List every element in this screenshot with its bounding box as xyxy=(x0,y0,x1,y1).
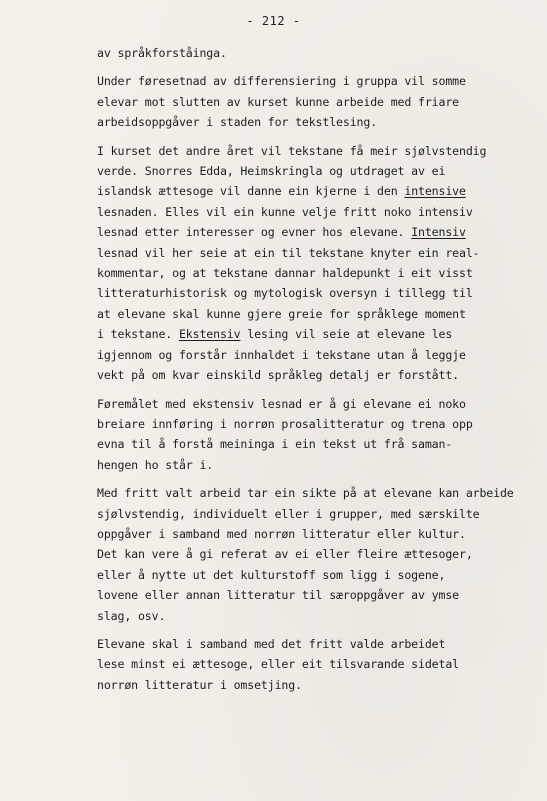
text-line xyxy=(97,324,542,344)
text-segment: lovene eller annan litteratur til særoppgåver av ymse xyxy=(97,588,459,603)
paragraph xyxy=(97,141,542,386)
text-line xyxy=(97,43,542,63)
underlined-term: Intensiv xyxy=(411,225,466,240)
text-line xyxy=(97,606,542,626)
text-segment: lesing vil seie at elevane les xyxy=(240,327,453,342)
text-segment: av språkforståinga. xyxy=(97,46,227,60)
text-segment: lesnad etter interesser og evner hos elevane. xyxy=(97,225,412,240)
text-line xyxy=(97,585,542,605)
text-segment: elevar mot slutten av kurset kunne arbeide med friare xyxy=(97,94,459,109)
text-line xyxy=(97,634,542,654)
text-line xyxy=(97,181,542,201)
paragraph xyxy=(97,394,542,476)
text-line xyxy=(97,283,542,303)
text-line xyxy=(97,71,542,91)
text-segment: oppgåver i samband med norrøn litteratur eller kultur. xyxy=(97,526,466,541)
text-segment: hengen ho står i. xyxy=(97,457,214,472)
text-segment: norrøn litteratur i omsetjing. xyxy=(97,677,302,692)
text-segment: slag, osv. xyxy=(97,608,166,623)
text-line xyxy=(97,434,542,454)
text-segment: at elevane skal kunne gjere greie for språklege moment xyxy=(97,306,466,321)
text-segment: lesnad vil her seie at ein til tekstane knyter ein real- xyxy=(97,245,480,260)
text-line xyxy=(97,524,542,544)
text-segment: sjølvstendig, individuelt eller i grupper, med særskilte xyxy=(97,506,480,521)
text-segment: islandsk ættesoge vil danne ein kjerne i den xyxy=(97,184,405,199)
paragraph xyxy=(97,483,542,626)
text-segment: verde. Snorres Edda, Heimskringla og utdraget av ei xyxy=(97,164,446,179)
paragraph xyxy=(97,43,542,63)
text-segment: I kurset det andre året vil tekstane få meir sjølvstendig xyxy=(97,143,487,158)
text-line xyxy=(97,365,542,385)
body-text xyxy=(97,43,542,703)
text-line xyxy=(97,565,542,585)
text-line xyxy=(97,112,542,132)
underlined-term: Ekstensiv xyxy=(178,327,241,342)
page-number: - 212 - xyxy=(246,14,301,28)
text-segment: kommentar, og at tekstane dannar haldepunkt i eit visst xyxy=(97,266,473,281)
text-line xyxy=(97,675,542,695)
text-line xyxy=(97,161,542,181)
text-segment: litteraturhistorisk og mytologisk oversyn i tillegg til xyxy=(97,286,473,301)
text-segment: lese minst ei ættesoge, eller eit tilsvarande sidetal xyxy=(97,657,459,672)
text-line xyxy=(97,222,542,242)
text-segment: vekt på om kvar einskild språkleg detalj er forstått. xyxy=(97,368,459,383)
text-line xyxy=(97,414,542,434)
paragraph xyxy=(97,71,542,132)
text-line xyxy=(97,394,542,414)
text-segment: arbeidsoppgåver i staden for tekstlesing. xyxy=(97,115,378,130)
text-line xyxy=(97,544,542,564)
text-line xyxy=(97,504,542,524)
text-segment: Under føresetnad av differensiering i gruppa vil somme xyxy=(97,74,466,89)
text-segment: Føremålet med ekstensiv lesnad er å gi elevane ei noko xyxy=(97,396,466,411)
text-segment: Med fritt valt arbeid tar ein sikte på at elevane kan arbeide xyxy=(97,486,514,501)
text-segment: Det kan vere å gi referat av ei eller fleire ættesoger, xyxy=(97,547,473,562)
text-segment: breiare innføring i norrøn prosalitteratur og trena opp xyxy=(97,416,473,431)
text-segment: evna til å forstå meininga i ein tekst ut frå saman- xyxy=(97,437,453,452)
underlined-term: intensive xyxy=(404,184,466,199)
text-segment: igjennom og forstår innhaldet i tekstane utan å leggje xyxy=(97,347,466,362)
text-line xyxy=(97,483,542,503)
text-line xyxy=(97,202,542,222)
text-line xyxy=(97,345,542,365)
text-line xyxy=(97,92,542,112)
text-line xyxy=(97,243,542,263)
text-line xyxy=(97,455,542,475)
text-segment: i tekstane. xyxy=(97,327,179,342)
text-line xyxy=(97,141,542,161)
text-segment: lesnaden. Elles vil ein kunne velje fritt noko intensiv xyxy=(97,204,473,219)
text-segment: Elevane skal i samband med det fritt valde arbeidet xyxy=(97,636,446,651)
paragraph xyxy=(97,634,542,695)
text-line xyxy=(97,304,542,324)
text-line xyxy=(97,654,542,674)
text-segment: eller å nytte ut det kulturstoff som ligg i sogene, xyxy=(97,567,446,582)
text-line xyxy=(97,263,542,283)
